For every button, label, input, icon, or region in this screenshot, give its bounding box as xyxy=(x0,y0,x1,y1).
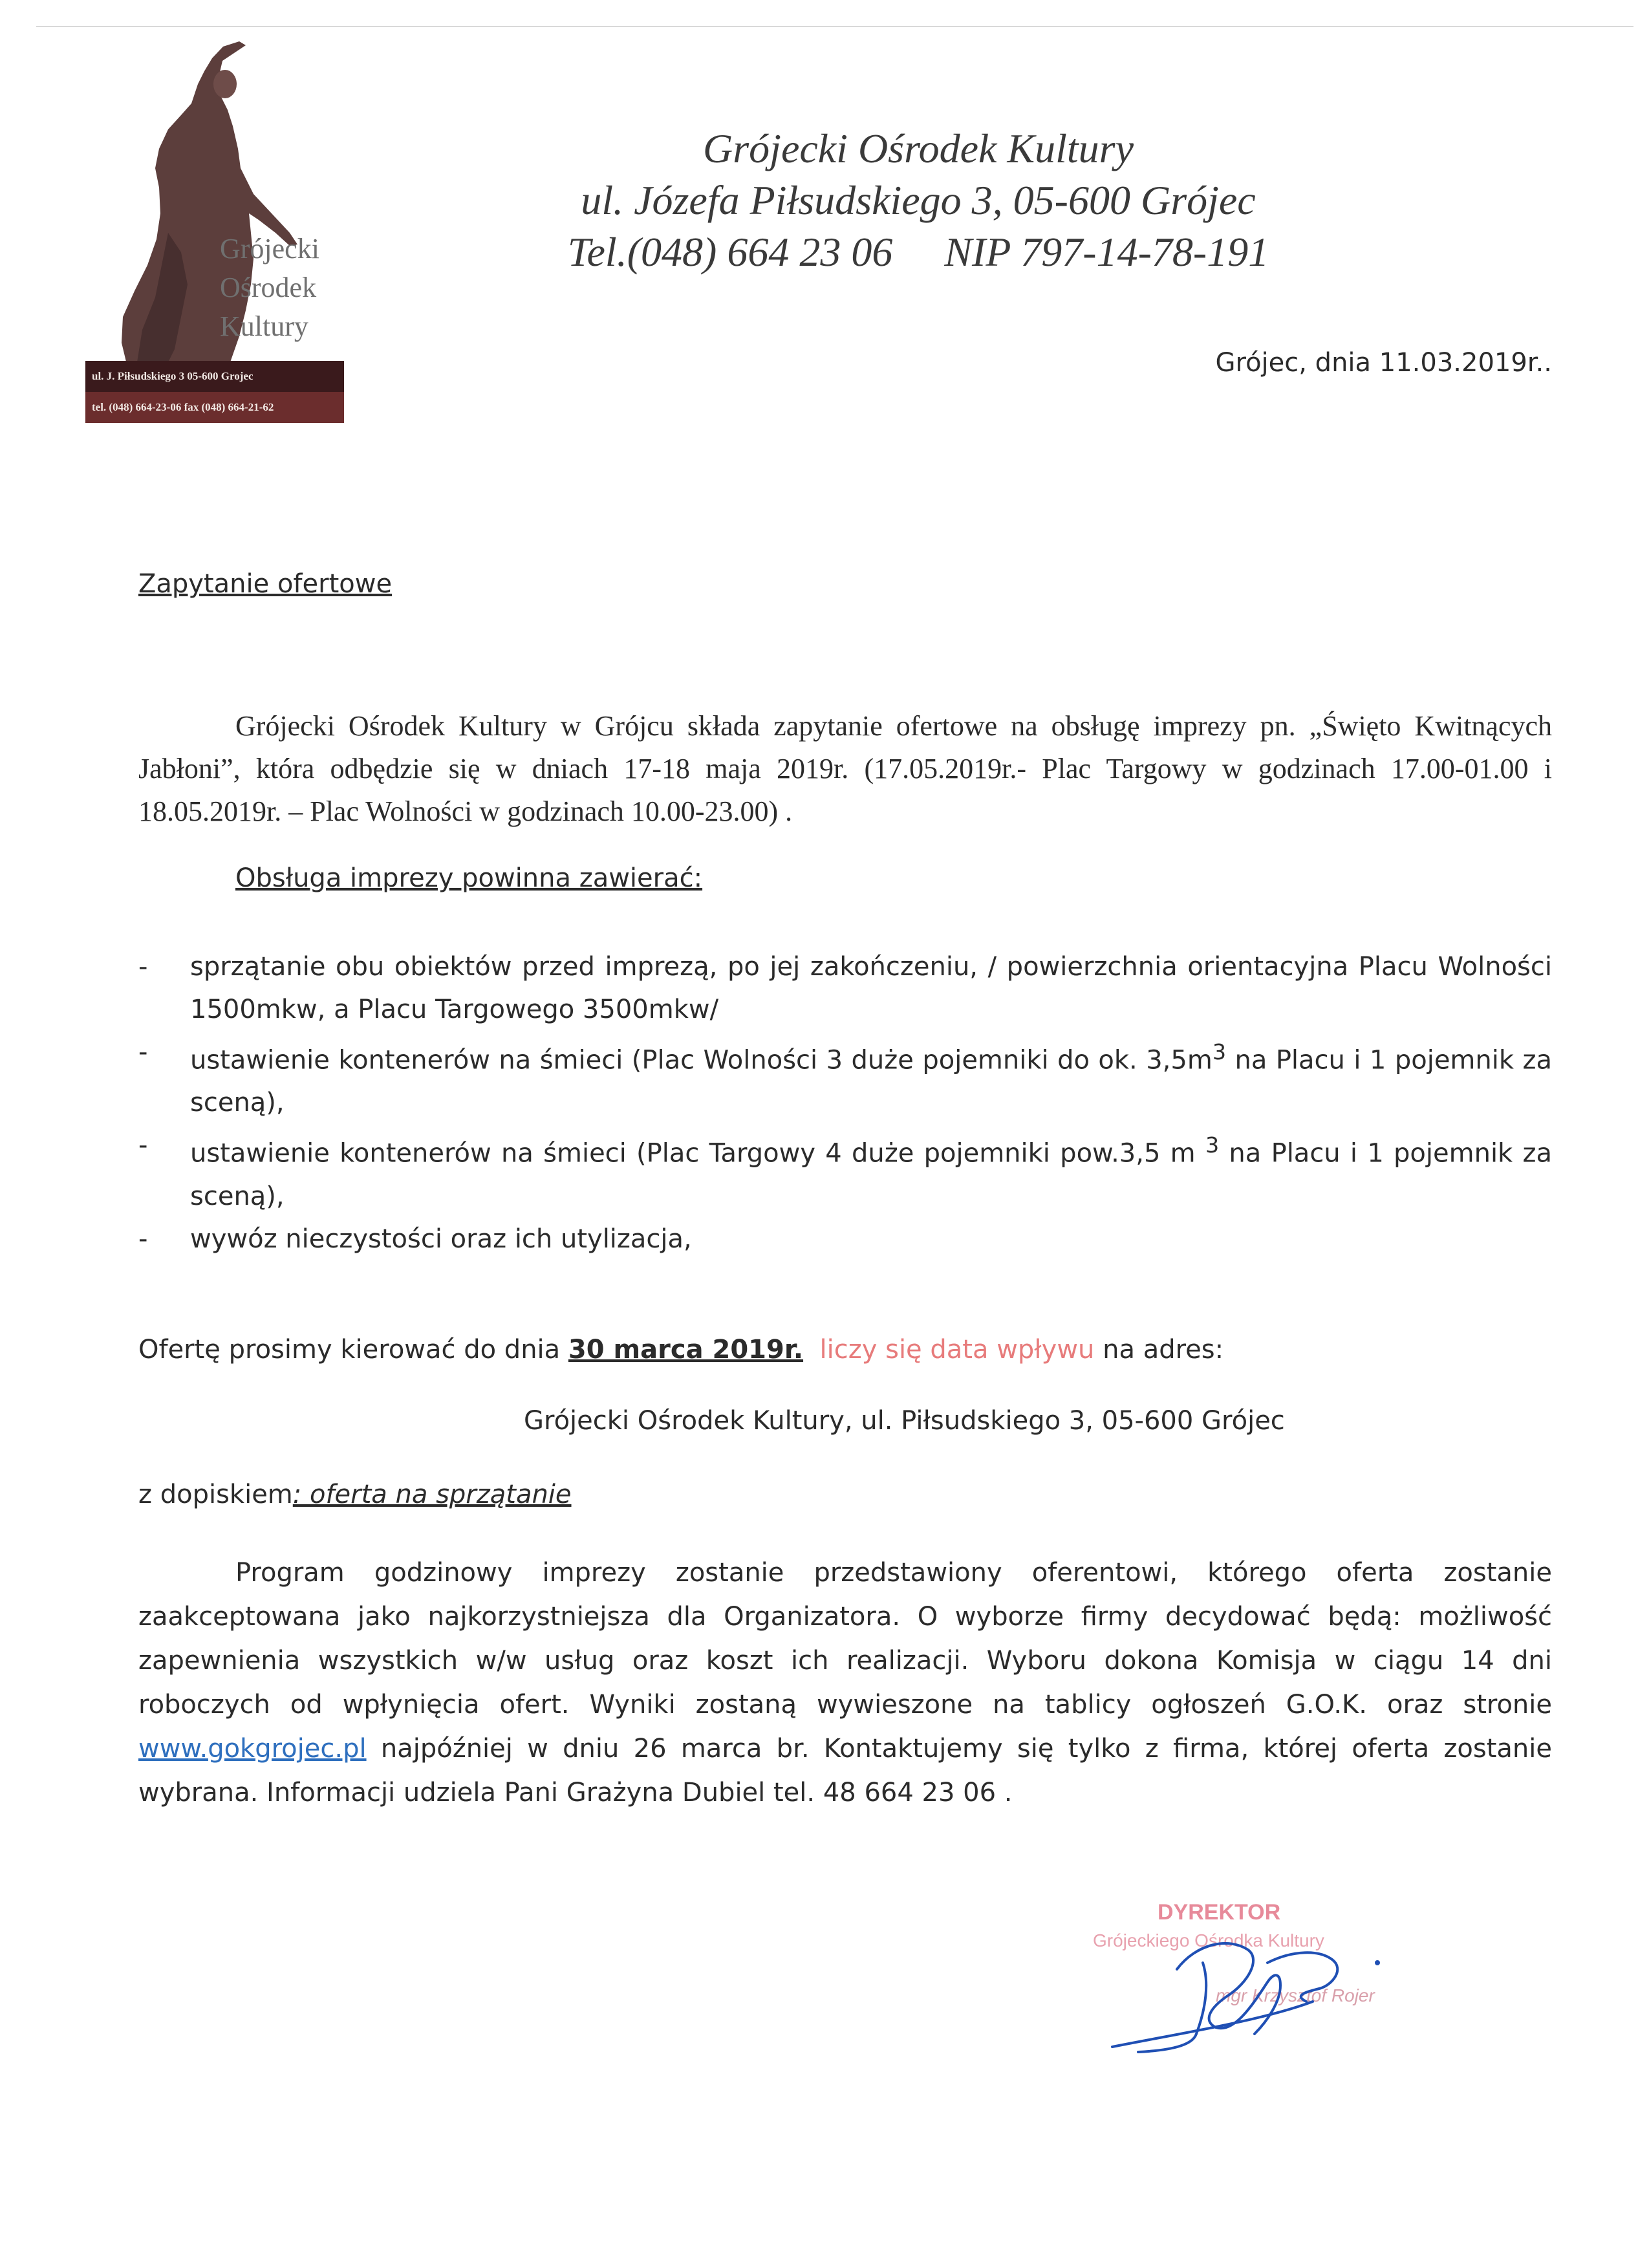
logo-phone-line: tel. (048) 664-23-06 fax (048) 664-21-62 xyxy=(85,392,344,423)
logo-address-line: ul. J. Piłsudskiego 3 05-600 Grojec xyxy=(92,370,253,382)
list-item xyxy=(138,1124,1552,1217)
letterhead-phone-nip: Tel.(048) 664 23 06 NIP 797-14-78-191 xyxy=(567,229,1269,275)
deadline-text-start: Ofertę prosimy kierować do dnia xyxy=(138,1335,568,1365)
superscript: 3 xyxy=(1205,1132,1220,1158)
website-link[interactable]: www.gokgrojec.pl xyxy=(138,1734,367,1764)
program-text-start: Program godzinowy imprezy zostanie przedstawiony oferentowi, którego oferta zostanie zaakceptowana jako najkorzystniejsza dla Organizatora. O wyborze firmy decydować będą: możliwość zapewnienia wszystkich w/w usług oraz koszt ich realizacji. Wyboru dokona Komisja w ciągu 14 dni roboczych od wpłynięcia ofert. Wyniki zostaną wywieszone na tablicy ogłoszeń G.O.K. oraz stronie xyxy=(138,1558,1552,1720)
list-item xyxy=(138,1218,1552,1260)
letterhead-address: ul. Józefa Piłsudskiego 3, 05-600 Grójec xyxy=(581,177,1256,223)
list-item-text-start: ustawienie kontenerów na śmieci (Plac Targowy 4 duże pojemniki pow.3,5 m xyxy=(190,1138,1205,1169)
list-item-text: wywóz nieczystości oraz ich utylizacja, xyxy=(190,1224,692,1254)
logo-name-line-3: Kultury xyxy=(220,310,308,342)
logo-name xyxy=(220,230,356,346)
logo-name-line-2: Ośrodek xyxy=(220,272,317,303)
program-text-end: najpóźniej w dniu 26 marca br. Kontaktujemy się tylko z firma, której oferta zostanie wybrana. Informacji udziela Pani Grażyna Dubiel tel. 48 664 23 06 . xyxy=(138,1734,1552,1808)
logo-contact-band xyxy=(85,361,344,423)
section-title: Obsługa imprezy powinna zawierać: xyxy=(235,863,703,893)
stamp-name: mgr Krzysztof Rojer xyxy=(1216,1985,1375,2005)
letter-subject: Zapytanie ofertowe xyxy=(138,569,393,599)
stamp-org: Grójeckiego Ośrodka Kultury xyxy=(1093,1930,1324,1950)
deadline-line xyxy=(138,1335,1561,1365)
envelope-note-label: z dopiskiem xyxy=(138,1480,293,1509)
letter-date: Grójec, dnia 11.03.2019r.. xyxy=(1215,348,1552,378)
program-paragraph xyxy=(138,1551,1552,1815)
stamp-title: DYREKTOR xyxy=(1158,1900,1281,1925)
list-item xyxy=(138,1031,1552,1124)
letterhead-org-name: Grójecki Ośrodek Kultury xyxy=(703,125,1134,171)
deadline-text-end: na adres: xyxy=(1094,1335,1224,1365)
list-item-text-end: na Placu i 1 pojemnik za sceną), xyxy=(190,1138,1553,1211)
top-rule xyxy=(36,26,1633,27)
list-item-text-end: na Placu i 1 pojemnik za sceną), xyxy=(190,1045,1552,1118)
list-dash: - xyxy=(138,1130,148,1161)
envelope-note xyxy=(138,1480,572,1509)
logo-name-line-1: Grójecki xyxy=(220,233,319,265)
letterhead xyxy=(414,123,1423,278)
list-dash: - xyxy=(138,952,148,982)
list-dash: - xyxy=(138,1037,148,1067)
list-item xyxy=(138,945,1552,1031)
list-item-text-start: ustawienie kontenerów na śmieci (Plac Wolności 3 duże pojemniki do ok. 3,5m xyxy=(190,1045,1212,1075)
delivery-address: Grójecki Ośrodek Kultury, ul. Piłsudskiego 3, 05-600 Grójec xyxy=(524,1406,1285,1436)
superscript: 3 xyxy=(1212,1039,1227,1064)
intro-paragraph: Grójecki Ośrodek Kultury w Grójcu składa zapytanie ofertowe na obsługę imprezy pn. „Święto Kwitnących Jabłoni”, która odbędzie się w dniach 17-18 maja 2019r. (17.05.2019r.- Plac Targowy w godzinach 17.00-01.00 i 18.05.2019r. – Plac Wolności w godzinach 10.00-23.00) . xyxy=(138,710,1552,827)
requirements-list xyxy=(138,945,1552,1260)
deadline-date: 30 marca 2019r. xyxy=(568,1335,804,1365)
list-item-text: sprzątanie obu obiektów przed imprezą, po jej zakończeniu, / powierzchnia orientacyjna Placu Wolności 1500mkw, a Placu Targowego 3500mkw/ xyxy=(190,952,1552,1024)
list-dash: - xyxy=(138,1224,148,1254)
handwritten-signature xyxy=(1099,1924,1403,2053)
envelope-note-text: : oferta na sprzątanie xyxy=(292,1480,572,1509)
deadline-red-note: liczy się data wpływu xyxy=(819,1335,1095,1365)
